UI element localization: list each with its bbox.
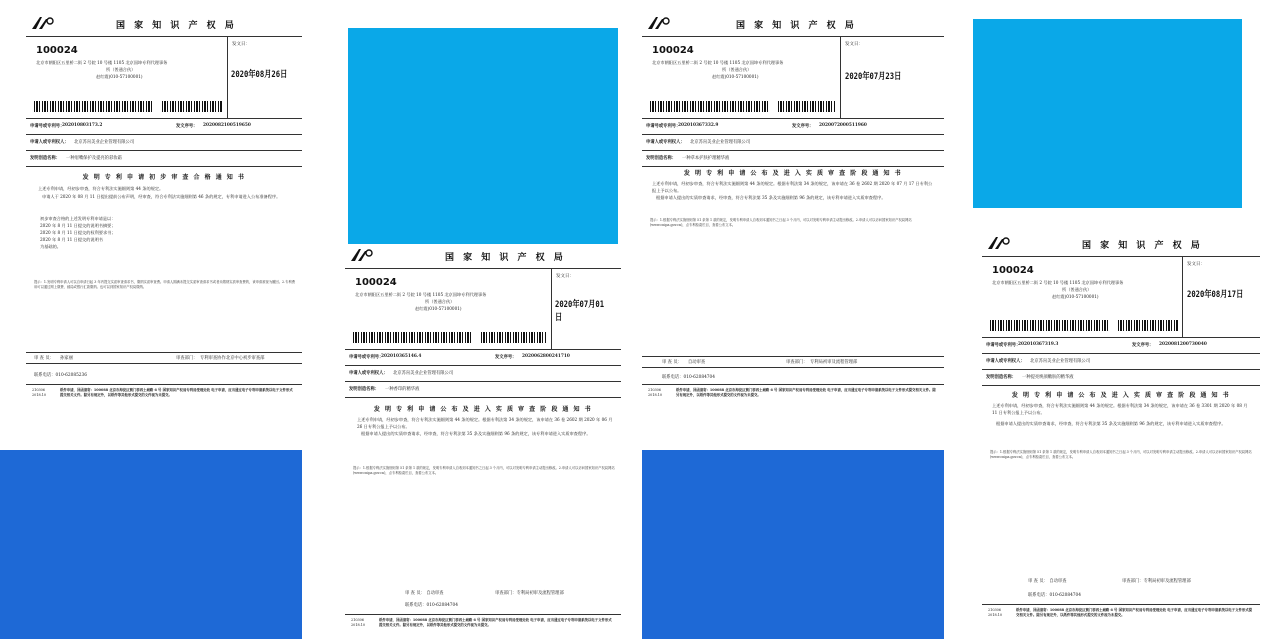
barcode — [162, 101, 222, 112]
body-paragraph: 上述专利申请，经初步审查，符合专利法实施细则第 44 条的规定。根据专利法第 34 条的规定，该申请在 36 卷 2602 期 2020 年 06 月 26 日专利公报上予以公布。 — [357, 417, 613, 429]
serial-number: 2020081200730040 — [1159, 342, 1207, 347]
zip-code: 100024 — [652, 45, 694, 56]
footer-text: 纸件申请，回函请寄：100088 北京市海淀区蓟门桥西土城路 6 号 国家知识产权局专利局受理处收 电子申请，应当通过电子专利申请系统以电子文件形式提交相关文件。除另有规定外，以纸件等其他形式提交的文件视为未提交。 — [1016, 608, 1253, 617]
barcode — [353, 332, 473, 343]
issue-date: 2020年08月17日 — [1187, 290, 1244, 300]
barcode — [34, 101, 154, 112]
barcode — [990, 320, 1110, 331]
notice-document-4: 国 家 知 识 产 权 局 100024 北京市朝阳区五里桥二街 2 号院 10 号楼 1105 北京国坤专利代理事务 所（普通合伙） 赵红霞(010-57100001) 发文日： 2020年08月17日 申请号或专利号： 202010367319.3 发文序号： 2020081200730040 申请人或专利权人： 北京苏帛美业企业管理有限公司 发明创造名称： 一种提亮焕颜嫩肤的精华液 发 明 专 利 申 请 公 布 及 进 入 实 质 审 查 阶 段 通 知 书 上述专利申请，经初步审查，符合专利法实施细则第 44 条的规定。根据专利法第 34 条的规定，该申请在 36 卷 3301 期 2020 年 08 月 11 日专利公报上予以公布。 根据申请人提出的实质审查请求，经审查，符合专利法第 35 条及实施细则第 96 条的规定，该专利申请进入实质审查程序。 提示：1.根据专利法实施细则第 51 条第 1 款的规定，发明专利申请人自收到本通知书之日起 3 个月内，可以对发明专利申请主动提出修改。2.申请人可以访问国家知识产权局网站(www.cnipa.gov.cn)，点专利检索栏目，查看公布文本。 审 查 员： 自动审查 审查部门：专利局初审及流程管理部 联系电话：010-62084704 210306 2018.10 纸件申请，回函请寄：100088 北京市海淀区蓟门桥西土城路 6 号 国家知识产权局专利局受理处收 电子申请，应当通过电子专利申请系统以电子文件形式提交相关文件。除另有规定外，以纸件等其他形式提交的文件视为未提交。 — [982, 232, 1260, 628]
notice-title: 发 明 专 利 申 请 公 布 及 进 入 实 质 审 查 阶 段 通 知 书 — [1011, 392, 1231, 399]
issue-date-label: 发文日： — [1187, 262, 1205, 267]
address: 北京市朝阳区五里桥二街 2 号院 10 号楼 1105 北京国坤专利代理事务 所（普通合伙） 赵红霞(010-57100001) — [652, 60, 784, 79]
issue-date-label: 发文日： — [232, 42, 250, 47]
invention-name: 一种提亮焕颜嫩肤的精华液 — [1022, 375, 1074, 380]
examiner: 自动审查 — [688, 360, 706, 365]
body-paragraph: 为基础的。 — [40, 244, 61, 249]
application-number: 202010365146.4 — [381, 354, 422, 359]
notice-title: 发 明 专 利 申 请 公 布 及 进 入 实 质 审 查 阶 段 通 知 书 — [683, 170, 903, 177]
zip-code: 100024 — [36, 45, 78, 56]
office-name: 国 家 知 识 产 权 局 — [1082, 241, 1203, 251]
application-number: 202010367319.3 — [1018, 342, 1059, 347]
body-paragraph: 申请人于 2020 年 08 月 11 日提出提前公布声明，经审查，符合专利法实施细则第 46 条的规定，专利申请进入公布准备程序。 — [42, 194, 281, 199]
phone: 010-62085236 — [55, 373, 88, 378]
notes: 提示：1.发明专利申请人可以自申请日起 3 年内提交实质审查请求书，缴纳实质审查费。申请人期满未提交实质审查请求书或者未缴纳实质审查费的，该申请被视为撤回。2.专利费用可以通过网上缴费、邮局或银行汇款缴纳。也可以到国家知识产权局缴纳。 — [34, 280, 296, 290]
barcode — [1118, 320, 1178, 331]
invention-name: 一种草本护肤护理精华液 — [682, 156, 730, 161]
application-number: 202010803173.2 — [62, 123, 103, 128]
phone: 010-62084704 — [426, 603, 459, 608]
form-code: 210306 2018.10 — [988, 608, 1003, 617]
notice-document-3: 国 家 知 识 产 权 局 100024 北京市朝阳区五里桥二街 2 号院 10 号楼 1105 北京国坤专利代理事务 所（普通合伙） 赵红霞(010-57100001) 发文日： 2020年07月23日 申请号或专利号： 202010367332.9 发文序号： 2020072000511960 申请人或专利权人： 北京苏帛美业企业管理有限公司 发明创造名称： 一种草本护肤护理精华液 发 明 专 利 申 请 公 布 及 进 入 实 质 审 查 阶 段 通 知 书 上述专利申请，经初步审查，符合专利法实施细则第 44 条的规定。根据专利法第 34 条的规定，该申请在 36 卷 2602 期 2020 年 07 月 17 日专利公报上予以公布。 根据申请人提出的实质审查请求，经审查，符合专利法第 35 条及实施细则第 96 条的规定，该专利申请进入实质审查程序。 提示：1.根据专利法实施细则第 51 条第 1 款的规定，发明专利申请人自收到本通知书之日起 3 个月内，可以对发明专利申请主动提出修改。2.申请人可以访问国家知识产权局网站(www.cnipa.gov.cn)，点专利检索栏目，查看公布文本。 审 查 员： 自动审查 审查部门： 专利局初审及流程管理部 联系电话：010-62084704 210306 2018.10 纸件申请，回函请寄：100088 北京市海淀区蓟门桥西土城路 6 号 国家知识产权局专利局受理处收 电子申请，应当通过电子专利申请系统以电子文件形式提交相关文件。除另有规定外，以纸件等其他形式提交的文件视为未提交。 — [642, 12, 944, 410]
department: 专利局初审及流程管理部 — [1143, 579, 1191, 584]
zip-code: 100024 — [992, 265, 1034, 276]
issue-date: 2020年07月23日 — [845, 72, 902, 82]
cnipa-logo-icon — [349, 247, 375, 263]
notes: 提示：1.根据专利法实施细则第 51 条第 1 款的规定，发明专利申请人自收到本通知书之日起 3 个月内，可以对发明专利申请主动提出修改。2.申请人可以访问国家知识产权局网站(www.cnipa.gov.cn)，点专利检索栏目，查看公布文本。 — [353, 466, 615, 476]
body-paragraph: 上述专利申请，经初步审查，符合专利法实施细则第 44 条的规定。根据专利法第 34 条的规定，该申请在 36 卷 3301 期 2020 年 08 月 11 日专利公报上予以公布。 — [992, 403, 1248, 415]
cnipa-logo-icon — [30, 15, 56, 31]
issue-date: 2020年07月01日 — [555, 300, 605, 323]
issue-date-label: 发文日： — [845, 42, 863, 47]
department: 专利局初审及流程管理部 — [810, 360, 858, 365]
form-code: 210306 2018.10 — [32, 388, 47, 397]
body-paragraph: 上述专利申请，经初步审查，符合专利法实施细则第 44 条的规定。根据专利法第 34 条的规定，该申请在 36 卷 2602 期 2020 年 07 月 17 日专利公报上予以公布。 — [652, 181, 933, 193]
examiner: 自动审查 — [1049, 579, 1067, 584]
department: 专利审查协作北京中心初步审查部 — [200, 356, 265, 361]
form-code: 210306 2018.10 — [351, 618, 366, 627]
applicant: 北京苏帛美业企业管理有限公司 — [1030, 359, 1091, 364]
applicant: 北京苏帛美业企业管理有限公司 — [393, 371, 454, 376]
notice-document-1: 国 家 知 识 产 权 局 100024 北京市朝阳区五里桥二街 2 号院 10 号楼 1105 北京国坤专利代理事务 所（普通合伙） 赵红霞(010-57100001) 发文日： 2020年08月26日 申请号或专利号： 202010803173.2 发文序号： 2020082100519650 申请人或专利权人： 北京苏帛美业企业管理有限公司 发明创造名称： 一种眉嘴保护及提亮的彩妆霜 发 明 专 利 申 请 初 步 审 查 合 格 通 知 书 上述专利申请，经初步审查，符合专利法实施细则第 44 条的规定。 申请人于 2020 年 08 月 11 日提出提前公布声明，经审查，符合专利法实施细则第 46 条的规定，专利申请进入公布准备程序。 初步审查合格的上述发明专利申请是以： 2020 年 8 月 11 日提交的说明书摘要； 2020 年 8 月 11 日提交的权利要求书； 2020 年 8 月 11 日提交的说明书 为基础的。 提示：1.发明专利申请人可以自申请日起 3 年内提交实质审查请求书，缴纳实质审查费。申请人期满未提交实质审查请求书或者未缴纳实质审查费的，该申请被视为撤回。2.专利费用可以通过网上缴费、邮局或银行汇款缴纳。也可以到国家知识产权局缴纳。 审 查 员： 孙家丽 审查部门： 专利审查协作北京中心初步审查部 联系电话：010-62085236 210306 2018.10 纸件申请，回函请寄：100088 北京市海淀区蓟门桥西土城路 6 号 国家知识产权局专利局受理处收 电子申请，应当通过电子专利申请系统以电子文件形式提交相关文件。除另有规定外，以纸件等其他形式提交的文件视为未提交。 — [26, 12, 302, 410]
invention-name: 一种眉嘴保护及提亮的彩妆霜 — [66, 156, 122, 161]
notice-title: 发 明 专 利 申 请 公 布 及 进 入 实 质 审 查 阶 段 通 知 书 — [373, 406, 593, 413]
barcode — [650, 101, 770, 112]
department: 专利局初审及流程管理部 — [516, 591, 564, 596]
serial-number: 2020072000511960 — [819, 123, 867, 128]
cnipa-logo-icon — [646, 15, 672, 31]
royal-block-bottom-left — [0, 450, 302, 639]
body-paragraph: 初步审查合格的上述发明专利申请是以： — [40, 216, 116, 221]
phone: 010-62084704 — [683, 375, 716, 380]
footer-text: 纸件申请，回函请寄：100088 北京市海淀区蓟门桥西土城路 6 号 国家知识产权局专利局受理处收 电子申请，应当通过电子专利申请系统以电子文件形式提交相关文件。除另有规定外，以纸件等其他形式提交的文件视为未提交。 — [379, 618, 612, 627]
issue-date: 2020年08月26日 — [231, 70, 288, 80]
cyan-block-top-right — [973, 19, 1242, 208]
application-number: 202010367332.9 — [678, 123, 719, 128]
address: 北京市朝阳区五里桥二街 2 号院 10 号楼 1105 北京国坤专利代理事务 所（普通合伙） 赵红霞(010-57100001) — [355, 292, 487, 311]
examiner: 自动审查 — [426, 591, 444, 596]
applicant: 北京苏帛美业企业管理有限公司 — [690, 140, 751, 145]
zip-code: 100024 — [355, 277, 397, 288]
footer-text: 纸件申请，回函请寄：100088 北京市海淀区蓟门桥西土城路 6 号 国家知识产权局专利局受理处收 电子申请，应当通过电子专利申请系统以电子文件形式提交相关文件。除另有规定外，以纸件等其他形式提交的文件视为未提交。 — [60, 388, 293, 397]
royal-block-bottom-right — [642, 450, 944, 639]
serial-number: 2020062800241710 — [522, 354, 570, 359]
footer-text: 纸件申请，回函请寄：100088 北京市海淀区蓟门桥西土城路 6 号 国家知识产权局专利局受理处收 电子申请，应当通过电子专利申请系统以电子文件形式提交相关文件。除另有规定外，以纸件等其他形式提交的文件视为未提交。 — [676, 388, 936, 397]
office-name: 国 家 知 识 产 权 局 — [116, 21, 237, 31]
phone: 010-62084704 — [1049, 593, 1082, 598]
serial-number: 2020082100519650 — [203, 123, 251, 128]
office-name: 国 家 知 识 产 权 局 — [445, 253, 566, 263]
notice-document-2: 国 家 知 识 产 权 局 100024 北京市朝阳区五里桥二街 2 号院 10 号楼 1105 北京国坤专利代理事务 所（普通合伙） 赵红霞(010-57100001) 发文日： 2020年07月01日 申请号或专利号： 202010365146.4 发文序号： 2020062800241710 申请人或专利权人： 北京苏帛美业企业管理有限公司 发明创造名称： 一种香印的精华液 发 明 专 利 申 请 公 布 及 进 入 实 质 审 查 阶 段 通 知 书 上述专利申请，经初步审查，符合专利法实施细则第 44 条的规定。根据专利法第 34 条的规定，该申请在 36 卷 2602 期 2020 年 06 月 26 日专利公报上予以公布。 根据申请人提出的实质审查请求，经审查，符合专利法第 35 条及实施细则第 96 条的规定，该专利申请进入实质审查程序。 提示：1.根据专利法实施细则第 51 条第 1 款的规定，发明专利申请人自收到本通知书之日起 3 个月内，可以对发明专利申请主动提出修改。2.申请人可以访问国家知识产权局网站(www.cnipa.gov.cn)，点专利检索栏目，查看公布文本。 审 查 员： 自动审查 审查部门：专利局初审及流程管理部 联系电话：010-62084704 210306 2018.10 纸件申请，回函请寄：100088 北京市海淀区蓟门桥西土城路 6 号 国家知识产权局专利局受理处收 电子申请，应当通过电子专利申请系统以电子文件形式提交相关文件。除另有规定外，以纸件等其他形式提交的文件视为未提交。 — [345, 244, 621, 636]
body-paragraph: 2020 年 8 月 11 日提交的说明书 — [40, 237, 103, 242]
notes: 提示：1.根据专利法实施细则第 51 条第 1 款的规定，发明专利申请人自收到本通知书之日起 3 个月内，可以对发明专利申请主动提出修改。2.申请人可以访问国家知识产权局网站(www.cnipa.gov.cn)，点专利检索栏目，查看公布文本。 — [990, 450, 1252, 460]
body-paragraph: 上述专利申请，经初步审查，符合专利法实施细则第 44 条的规定。 — [38, 186, 164, 191]
cyan-block-top-middle — [348, 28, 618, 244]
form-code: 210306 2018.10 — [648, 388, 663, 397]
body-paragraph: 2020 年 8 月 11 日提交的说明书摘要； — [40, 223, 116, 228]
body-paragraph: 根据申请人提出的实质审查请求，经审查，符合专利法第 35 条及实施细则第 96 条的规定，该专利申请进入实质审查程序。 — [656, 195, 886, 200]
barcode — [481, 332, 547, 343]
invention-name: 一种香印的精华液 — [385, 387, 420, 392]
barcode — [778, 101, 836, 112]
body-paragraph: 根据申请人提出的实质审查请求，经审查，符合专利法第 35 条及实施细则第 96 条的规定，该专利申请进入实质审查程序。 — [996, 421, 1226, 426]
body-paragraph: 根据申请人提出的实质审查请求，经审查，符合专利法第 35 条及实施细则第 96 条的规定，该专利申请进入实质审查程序。 — [361, 431, 591, 436]
address: 北京市朝阳区五里桥二街 2 号院 10 号楼 1105 北京国坤专利代理事务 所（普通合伙） 赵红霞(010-57100001) — [992, 280, 1124, 299]
body-paragraph: 2020 年 8 月 11 日提交的权利要求书； — [40, 230, 116, 235]
applicant: 北京苏帛美业企业管理有限公司 — [74, 140, 135, 145]
office-name: 国 家 知 识 产 权 局 — [736, 21, 857, 31]
address: 北京市朝阳区五里桥二街 2 号院 10 号楼 1105 北京国坤专利代理事务 所（普通合伙） 赵红霞(010-57100001) — [36, 60, 168, 79]
cnipa-logo-icon — [986, 235, 1012, 251]
notice-title: 发 明 专 利 申 请 初 步 审 查 合 格 通 知 书 — [82, 174, 246, 181]
issue-date-label: 发文日： — [556, 274, 574, 279]
examiner: 孙家丽 — [60, 356, 73, 361]
notes: 提示：1.根据专利法实施细则第 51 条第 1 款的规定，发明专利申请人自收到本通知书之日起 3 个月内，可以对发明专利申请主动提出修改。2.申请人可以访问国家知识产权局网站(www.cnipa.gov.cn)，点专利检索栏目，查看公布文本。 — [650, 218, 912, 228]
